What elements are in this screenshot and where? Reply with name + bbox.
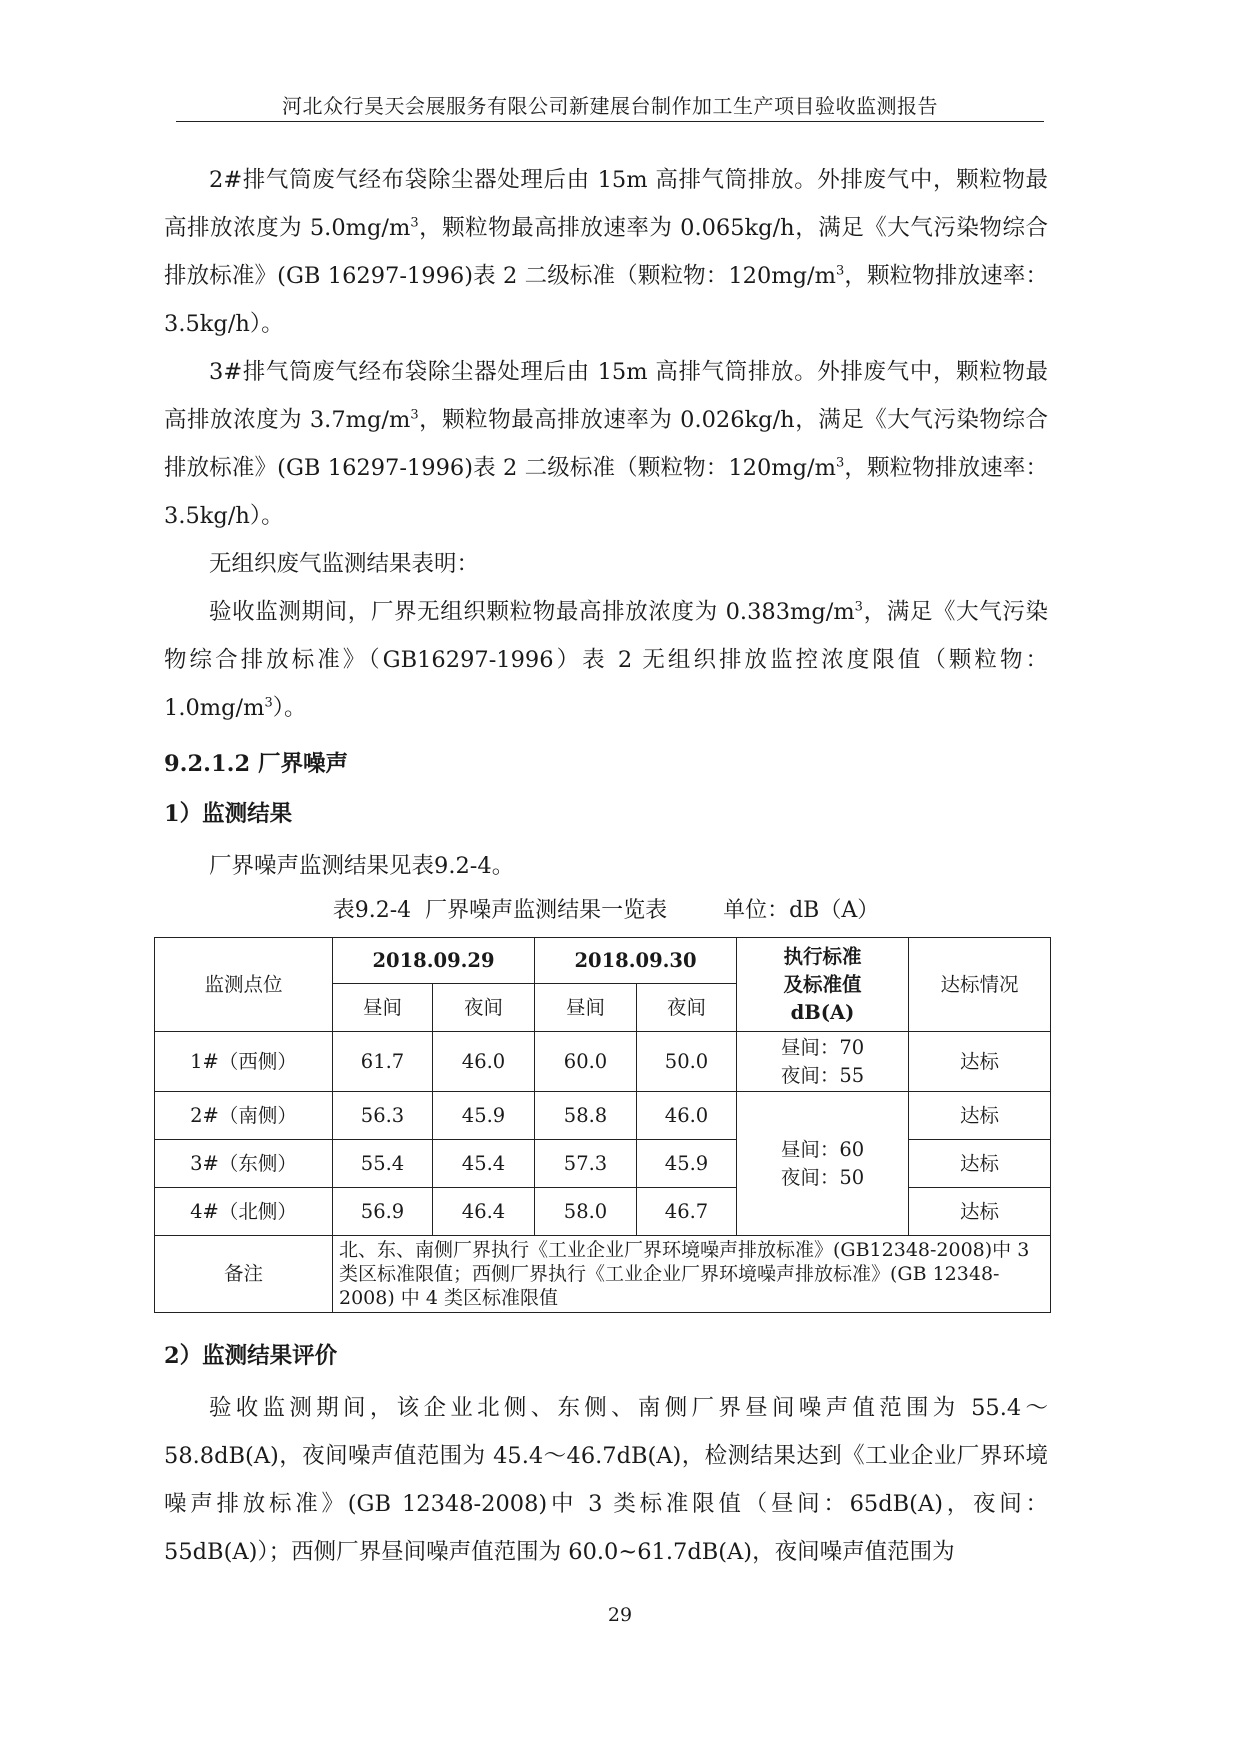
paragraph-stack-3-a: 3#排气筒废气经布袋除尘器处理后由 15m 高排气筒排放。外排废气中，颗粒物最高排放浓度为 3.7mg/m (164, 359, 1048, 433)
paragraph-stack-2-c: ，颗粒物排放速率：3.5kg/h）。 (164, 263, 1048, 337)
paragraph-stack-3 (164, 348, 1048, 540)
remark-text: 北、东、南侧厂界执行《工业企业厂界环境噪声排放标准》(GB12348-2008)中 3 类区标准限值；西侧厂界执行《工业企业厂界环境噪声排放标准》(GB 12348-2008) 中 4 类区标准限值 (333, 1236, 1051, 1313)
cell-standard-west (737, 1032, 909, 1092)
table-row (155, 1032, 1051, 1092)
header-date-1: 2018.09.29 (333, 938, 535, 984)
header-standard (737, 938, 909, 1032)
header-standard-line-3: dB(A) (790, 1000, 855, 1024)
cell-standard-others (737, 1092, 909, 1236)
cell-value: 45.9 (433, 1092, 535, 1140)
header-night: 夜间 (637, 984, 737, 1032)
header-standard-line-2: 及标准值 (783, 972, 862, 996)
superscript: 3 (835, 263, 845, 279)
standard-others-day: 昼间：60 (780, 1137, 865, 1161)
table-row (155, 1140, 1051, 1188)
cell-status: 达标 (909, 1092, 1051, 1140)
body-paragraphs (164, 156, 1048, 732)
header-point: 监测点位 (155, 938, 333, 1032)
header-date-2: 2018.09.30 (535, 938, 737, 984)
header-status: 达标情况 (909, 938, 1051, 1032)
cell-value: 46.0 (637, 1092, 737, 1140)
superscript: 3 (410, 215, 419, 231)
cell-point: 3#（东侧） (155, 1140, 333, 1188)
cell-value: 50.0 (637, 1032, 737, 1092)
cell-value: 46.0 (433, 1032, 535, 1092)
paragraph-stack-2-a: 2#排气筒废气经布袋除尘器处理后由 15m 高排气筒排放。外排废气中，颗粒物最高排放浓度为 5.0mg/m (164, 167, 1048, 241)
cell-value: 55.4 (333, 1140, 433, 1188)
subheading-evaluation: 2）监测结果评价 (164, 1343, 338, 1369)
table-caption: 表9.2-4 厂界噪声监测结果一览表 单位：dB（A） (332, 898, 880, 923)
remark-label: 备注 (155, 1236, 333, 1313)
paragraph-stack-2-b: ，颗粒物最高排放速率为 0.065kg/h，满足《大气污染物综合排放标准》(GB 16297-1996)表 2 二级标准（颗粒物：120mg/m (164, 215, 1048, 289)
header-standard-line-1: 执行标准 (783, 944, 862, 968)
header-day: 昼间 (333, 984, 433, 1032)
cell-value: 60.0 (535, 1032, 637, 1092)
cell-point: 2#（南侧） (155, 1092, 333, 1140)
cell-value: 58.8 (535, 1092, 637, 1140)
cell-value: 58.0 (535, 1188, 637, 1236)
table-intro: 厂界噪声监测结果见表9.2-4。 (209, 853, 515, 879)
table-row (155, 1188, 1051, 1236)
paragraph-stack-2 (164, 156, 1048, 348)
cell-status: 达标 (909, 1188, 1051, 1236)
superscript: 3 (835, 455, 845, 471)
standard-west-night: 夜间：55 (780, 1063, 865, 1087)
noise-results-table (154, 937, 1051, 1313)
header-night: 夜间 (433, 984, 535, 1032)
header-rule (176, 121, 1044, 122)
cell-value: 61.7 (333, 1032, 433, 1092)
cell-value: 56.3 (333, 1092, 433, 1140)
superscript: 3 (854, 599, 863, 615)
paragraph-evaluation: 验收监测期间，该企业北侧、东侧、南侧厂界昼间噪声值范围为 55.4～58.8dB(A)，夜间噪声值范围为 45.4～46.7dB(A)，检测结果达到《工业企业厂界环境噪声排放标准》(GB 12348-2008)中 3 类标准限值（昼间：65dB(A)，夜间：55dB(A)）；西侧厂界昼间噪声值范围为 60.0~61.7dB(A)，夜间噪声值范围为 (164, 1395, 1048, 1565)
cell-point: 1#（西侧） (155, 1032, 333, 1092)
page-number: 29 (607, 1604, 633, 1626)
paragraph-stack-3-b: ，颗粒物最高排放速率为 0.026kg/h，满足《大气污染物综合排放标准》(GB 16297-1996)表 2 二级标准（颗粒物：120mg/m (164, 407, 1048, 481)
superscript: 3 (410, 407, 419, 423)
paragraph-fugitive-b: ，满足《大气污染物综合排放标准》（GB16297-1996）表 2 无组织排放监控浓度限值（颗粒物：1.0mg/m (164, 599, 1048, 721)
table-row (155, 1092, 1051, 1140)
section-heading: 9.2.1.2 厂界噪声 (164, 751, 348, 777)
paragraph-fugitive-c: ）。 (272, 695, 307, 721)
evaluation-block (164, 1384, 1048, 1576)
table-header-row (155, 938, 1051, 984)
header-day: 昼间 (535, 984, 637, 1032)
cell-status: 达标 (909, 1140, 1051, 1188)
cell-value: 57.3 (535, 1140, 637, 1188)
cell-value: 46.4 (433, 1188, 535, 1236)
paragraph-stack-3-c: ，颗粒物排放速率：3.5kg/h）。 (164, 455, 1048, 529)
paragraph-fugitive-intro: 无组织废气监测结果表明： (209, 551, 480, 577)
standard-west-day: 昼间：70 (780, 1035, 865, 1059)
cell-value: 46.7 (637, 1188, 737, 1236)
table-remark-row (155, 1236, 1051, 1313)
cell-value: 45.4 (433, 1140, 535, 1188)
cell-value: 45.9 (637, 1140, 737, 1188)
page-header: 河北众行昊天会展服务有限公司新建展台制作加工生产项目验收监测报告 (282, 94, 938, 118)
superscript: 3 (264, 695, 273, 711)
subheading-results: 1）监测结果 (164, 801, 293, 827)
paragraph-fugitive-a: 验收监测期间，厂界无组织颗粒物最高排放浓度为 0.383mg/m (209, 599, 855, 625)
cell-value: 56.9 (333, 1188, 433, 1236)
standard-others-night: 夜间：50 (780, 1165, 865, 1189)
cell-point: 4#（北侧） (155, 1188, 333, 1236)
paragraph-fugitive-result (164, 588, 1048, 732)
cell-status: 达标 (909, 1032, 1051, 1092)
